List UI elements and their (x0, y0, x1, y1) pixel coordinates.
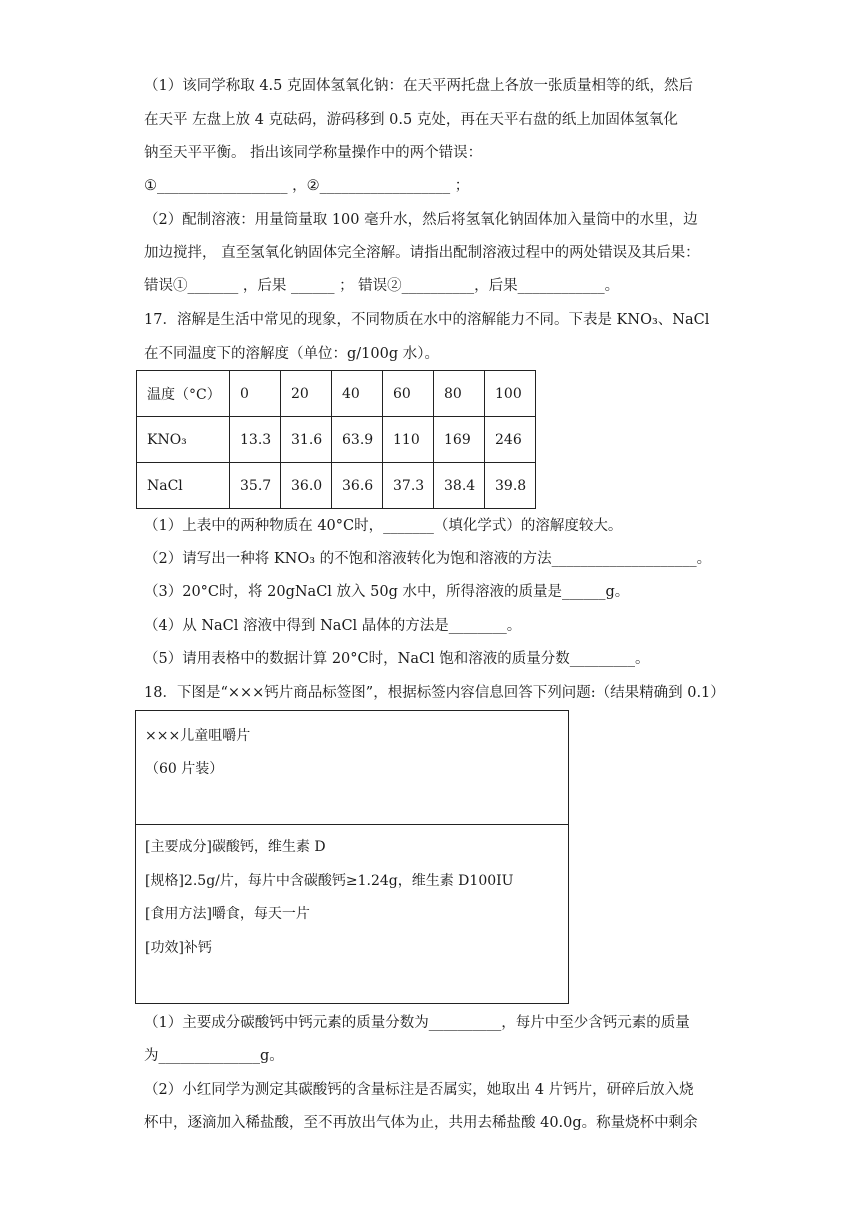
q17-sub5: （5）请用表格中的数据计算 20°C时，NaCl 饱和溶液的质量分数_________。 (144, 651, 650, 667)
label-pack-size: （60 片装） (145, 761, 224, 777)
q17-intro-line1: 17．溶解是生活中常见的现象，不同物质在水中的溶解能力不同。下表是 KNO₃、NaCl (144, 312, 710, 328)
q17-sub2: （2）请写出一种将 KNO₃ 的不饱和溶液转化为饱和溶液的方法____________________。 (144, 551, 712, 567)
q16-part1-line1: （1）该同学称取 4.5 克固体氢氧化钠：在天平两托盘上各放一张质量相等的纸，然后 (144, 78, 694, 94)
product-label-box (135, 710, 569, 1004)
table-row (137, 463, 536, 509)
table-cell: 110 (383, 417, 434, 463)
table-cell: 37.3 (383, 463, 434, 509)
table-cell: 0 (230, 371, 281, 417)
q17-intro-line2: 在不同温度下的溶解度（单位：g/100g 水）。 (144, 346, 439, 362)
q18-sub1-line2: 为______________g。 (144, 1048, 284, 1064)
q16-part1-line2: 在天平 左盘上放 4 克砝码，游码移到 0.5 克处，再在天平右盘的纸上加固体氢氧化 (144, 112, 678, 128)
label-ingredients: [主要成分]碳酸钙，维生素 D (145, 839, 326, 855)
table-cell: 40 (332, 371, 383, 417)
table-cell: 246 (485, 417, 536, 463)
table-cell: 39.8 (485, 463, 536, 509)
label-effect: [功效]补钙 (145, 940, 212, 956)
table-cell: 20 (281, 371, 332, 417)
table-row (137, 371, 536, 417)
q18-sub1-line1: （1）主要成分碳酸钙中钙元素的质量分数为__________，每片中至少含钙元素的质量 (144, 1015, 690, 1031)
q17-sub1: （1）上表中的两种物质在 40°C时，_______（填化学式）的溶解度较大。 (144, 518, 623, 534)
table-cell: KNO₃ (137, 417, 230, 463)
table-cell: 35.7 (230, 463, 281, 509)
table-cell: 13.3 (230, 417, 281, 463)
q16-part2-line1: （2）配制溶液：用量筒量取 100 毫升水，然后将氢氧化钠固体加入量筒中的水里，边 (144, 212, 698, 228)
q16-part2-line2: 加边搅拌， 直至氢氧化钠固体完全溶解。请指出配制溶液过程中的两处错误及其后果： (144, 245, 700, 261)
table-cell: 100 (485, 371, 536, 417)
solubility-table (136, 370, 536, 509)
table-cell: 38.4 (434, 463, 485, 509)
q17-sub3: （3）20°C时，将 20gNaCl 放入 50g 水中，所得溶液的质量是______g。 (144, 584, 630, 600)
table-cell: NaCl (137, 463, 230, 509)
label-spec: [规格]2.5g/片，每片中含碳酸钙≥1.24g，维生素 D100IU (145, 873, 514, 889)
table-cell: 31.6 (281, 417, 332, 463)
q18-sub2-line1: （2）小红同学为测定其碳酸钙的含量标注是否属实，她取出 4 片钙片，研碎后放入烧 (144, 1082, 694, 1098)
table-cell: 36.6 (332, 463, 383, 509)
q16-part1-line3: 钠至天平平衡。 指出该同学称量操作中的两个错误： (144, 145, 483, 161)
label-divider (136, 824, 568, 825)
q16-part1-blanks: ①__________________ ，②__________________ ； (144, 178, 470, 194)
q18-intro: 18．下图是“×××钙片商品标签图”，根据标签内容信息回答下列问题:（结果精确到 0.1） (144, 685, 725, 701)
table-cell: 温度（°C） (137, 371, 230, 417)
table-cell: 60 (383, 371, 434, 417)
label-usage: [食用方法]嚼食，每天一片 (145, 906, 310, 922)
table-cell: 36.0 (281, 463, 332, 509)
q17-sub4: （4）从 NaCl 溶液中得到 NaCl 晶体的方法是________。 (144, 618, 522, 634)
label-product-name: ×××儿童咀嚼片 (145, 728, 251, 744)
q16-part2-blanks: 错误①_______ ，后果 ______ ； 错误②__________，后果____________。 (144, 278, 620, 294)
table-cell: 63.9 (332, 417, 383, 463)
table-cell: 169 (434, 417, 485, 463)
table-cell: 80 (434, 371, 485, 417)
q18-sub2-line2: 杯中，逐滴加入稀盐酸，至不再放出气体为止，共用去稀盐酸 40.0g。称量烧杯中剩余 (144, 1115, 698, 1131)
table-row (137, 417, 536, 463)
